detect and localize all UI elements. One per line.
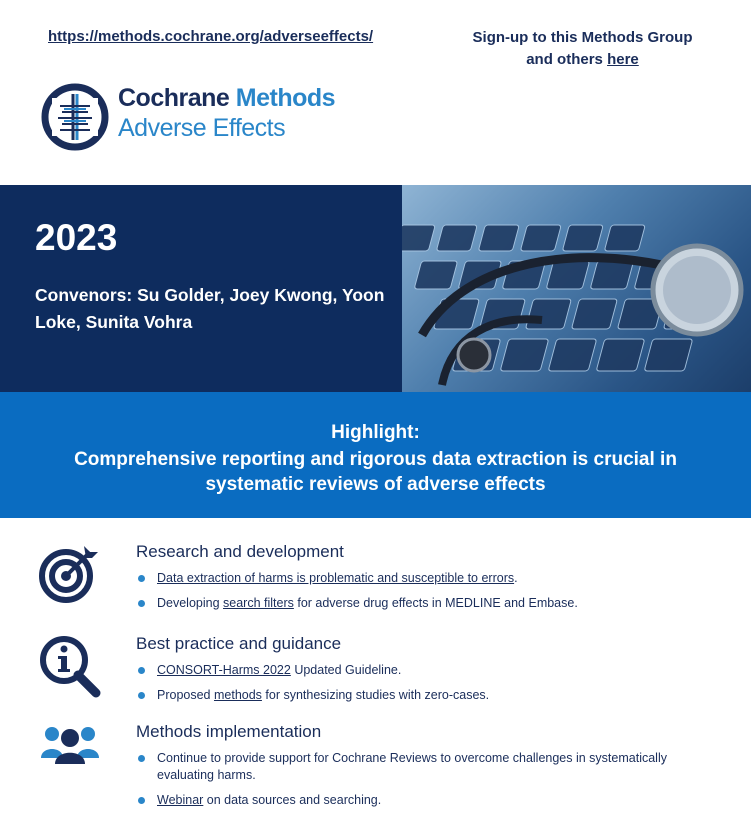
bullet-text: Developing xyxy=(157,596,224,610)
year-banner xyxy=(0,185,402,392)
list-item xyxy=(136,570,726,587)
cochrane-methods-logo xyxy=(40,82,340,154)
highlight-body: Comprehensive reporting and rigorous data extraction is crucial in systematic reviews of adverse effects xyxy=(74,449,677,495)
logo-cochrane-word: Cochrane xyxy=(118,84,230,112)
bullet-text: for adverse drug effects in MEDLINE and Embase. xyxy=(293,596,578,610)
methods-link[interactable]: methods xyxy=(213,688,262,702)
signup-line-2 xyxy=(455,49,710,71)
search-filters-link[interactable]: search filters xyxy=(223,596,294,610)
bullet-list xyxy=(136,750,726,817)
highlight-title: Highlight: xyxy=(331,422,420,443)
signup-prefix: and others xyxy=(526,51,608,68)
list-item xyxy=(136,595,726,612)
people-group-icon xyxy=(38,720,102,784)
cochrane-logo-icon xyxy=(40,82,110,152)
bullet-list xyxy=(136,662,726,712)
logo-adverse-effects: Adverse Effects xyxy=(118,114,286,142)
list-item xyxy=(136,792,726,809)
bullet-text: Updated Guideline. xyxy=(290,663,402,677)
section-title: Methods implementation xyxy=(136,722,322,741)
report-year: 2023 xyxy=(35,217,118,258)
highlight-panel xyxy=(0,392,751,518)
webinar-link[interactable]: Webinar xyxy=(157,793,204,807)
signup-here-link[interactable]: here xyxy=(607,51,639,68)
bullet-list xyxy=(136,570,726,620)
section-title: Research and development xyxy=(136,542,344,561)
convenors-text: Convenors: Su Golder, Joey Kwong, Yoon Loke, Sunita Vohra xyxy=(35,285,385,332)
list-item xyxy=(136,662,726,679)
bullet-text: Proposed xyxy=(157,688,214,702)
section-title: Best practice and guidance xyxy=(136,634,342,653)
bullet-text: on data sources and searching. xyxy=(203,793,382,807)
methods-group-url-link[interactable]: https://methods.cochrane.org/adverseeffects/ xyxy=(48,28,374,45)
bullet-text: for synthesizing studies with zero-cases. xyxy=(261,688,490,702)
logo-wordmark xyxy=(118,84,335,113)
logo-methods-word: Methods xyxy=(235,84,336,112)
list-item xyxy=(136,750,726,784)
signup-line-1: Sign-up to this Methods Group xyxy=(472,29,693,46)
bullet-text: . xyxy=(514,571,518,585)
consort-harms-link[interactable]: CONSORT-Harms 2022 xyxy=(157,663,291,677)
info-magnifier-icon xyxy=(38,634,102,698)
list-item xyxy=(136,687,726,704)
data-extraction-link[interactable]: Data extraction of harms is problematic and susceptible to errors xyxy=(157,571,515,585)
bullet-text: Continue to provide support for Cochrane Reviews to overcome challenges in systematically evaluating harms. xyxy=(157,751,667,782)
signup-text xyxy=(455,27,710,71)
laptop-stethoscope-photo xyxy=(402,185,751,392)
target-icon xyxy=(38,542,102,606)
